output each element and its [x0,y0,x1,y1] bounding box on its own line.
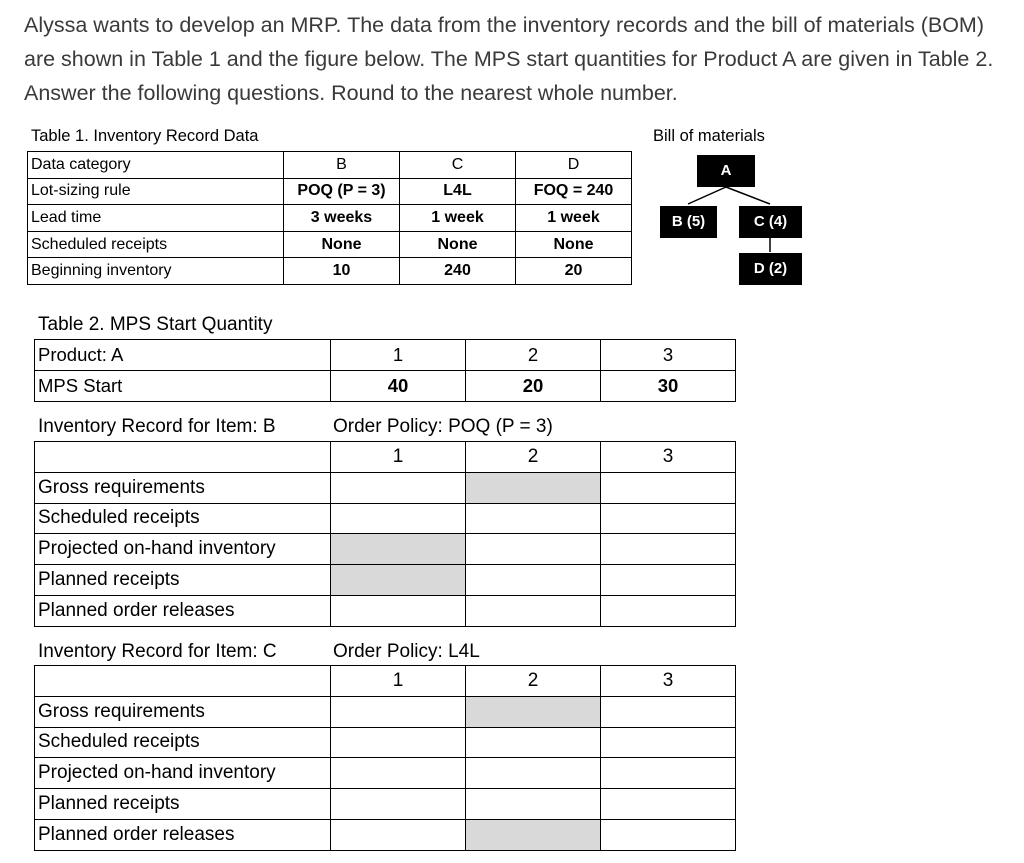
entry-cell[interactable] [331,789,466,820]
entry-cell[interactable] [601,758,736,789]
record-c-week-header [35,666,736,697]
table1-row-label: Lot-sizing rule [28,178,284,205]
table1-cell-c: 240 [400,258,516,285]
table1-cell-c: L4L [400,178,516,205]
record-c-planned-receipts-row [35,789,736,820]
entry-cell[interactable] [466,503,601,534]
shaded-cell [466,472,601,503]
table1-cell-d: FOQ = 240 [516,178,632,205]
record-b-title: Inventory Record for Item: B [38,416,276,437]
table1-cell-d: 1 week [516,205,632,232]
entry-cell[interactable] [601,534,736,565]
inventory-record-b-table [34,441,736,627]
entry-cell[interactable] [466,534,601,565]
record-b-scheduled-receipts-row [35,503,736,534]
entry-cell[interactable] [601,565,736,596]
record-b-planned-receipts-row [35,565,736,596]
record-c-gross-requirements-row [35,696,736,727]
table2-cell-week1: 40 [331,371,466,402]
record-b-corner-cell [35,442,331,473]
shaded-cell [466,819,601,850]
entry-cell[interactable] [331,595,466,626]
record-b-week1: 1 [331,442,466,473]
entry-cell[interactable] [601,472,736,503]
entry-cell[interactable] [466,758,601,789]
entry-cell[interactable] [601,789,736,820]
table1-caption: Table 1. Inventory Record Data [31,127,259,145]
table1-cell-b: POQ (P = 3) [284,178,400,205]
table1-header-b: B [284,152,400,179]
bom-title: Bill of materials [653,127,765,145]
bom-node-d: D (2) [739,253,802,285]
entry-cell[interactable] [331,503,466,534]
inventory-record-c-table [34,665,736,851]
table1-header-d: D [516,152,632,179]
row-label: Scheduled receipts [35,727,331,758]
record-c-corner-cell [35,666,331,697]
shaded-cell [466,696,601,727]
record-c-planned-order-releases-row [35,819,736,850]
record-c-week2: 2 [466,666,601,697]
entry-cell[interactable] [331,819,466,850]
table1-cell-d: 20 [516,258,632,285]
bom-line-a-c [726,187,770,204]
record-c-week1: 1 [331,666,466,697]
table1-cell-d: None [516,231,632,258]
table2-cell-week1: 1 [331,340,466,371]
table1-cell-b: None [284,231,400,258]
entry-cell[interactable] [331,472,466,503]
entry-cell[interactable] [601,595,736,626]
entry-cell[interactable] [331,727,466,758]
entry-cell[interactable] [466,727,601,758]
record-b-week3: 3 [601,442,736,473]
table2-caption: Table 2. MPS Start Quantity [38,314,273,335]
row-label: Projected on-hand inventory [35,758,331,789]
entry-cell[interactable] [466,595,601,626]
table1-header-label: Data category [28,152,284,179]
row-label: Planned order releases [35,595,331,626]
row-label: Planned order releases [35,819,331,850]
bom-node-a: A [697,155,755,187]
entry-cell[interactable] [601,503,736,534]
record-c-projected-on-hand-row [35,758,736,789]
record-b-week2: 2 [466,442,601,473]
row-label: Planned receipts [35,565,331,596]
entry-cell[interactable] [331,696,466,727]
entry-cell[interactable] [601,727,736,758]
bom-node-c: C (4) [739,206,802,238]
row-label: Scheduled receipts [35,503,331,534]
table2-cell-week2: 20 [466,371,601,402]
table2-cell-week3: 3 [601,340,736,371]
record-b-gross-requirements-row [35,472,736,503]
row-label: Gross requirements [35,696,331,727]
table2-cell-week2: 2 [466,340,601,371]
record-c-scheduled-receipts-row [35,727,736,758]
entry-cell[interactable] [331,758,466,789]
table1-header-c: C [400,152,516,179]
table1-cell-c: None [400,231,516,258]
record-c-title: Inventory Record for Item: C [38,641,277,662]
record-b-order-policy: Order Policy: POQ (P = 3) [333,416,553,437]
record-b-projected-on-hand-row [35,534,736,565]
entry-cell[interactable] [601,819,736,850]
table1-row-label: Scheduled receipts [28,231,284,258]
row-label: Gross requirements [35,472,331,503]
table1-cell-b: 10 [284,258,400,285]
record-c-order-policy: Order Policy: L4L [333,641,480,662]
problem-statement: Alyssa wants to develop an MRP. The data from the inventory records and the bill of materials (BOM) are shown in Table 1 and the figure below. The MPS start quantities for Product A are given in Table 2. Answer the following questions. Round to the nearest whole number. [24,13,994,105]
table2-row-mps-start [35,371,736,402]
bom-node-b: B (5) [660,206,717,238]
table2-row-product [35,340,736,371]
table2-row-label: MPS Start [35,371,331,402]
shaded-cell [331,534,466,565]
table2-row-label: Product: A [35,340,331,371]
mps-start-quantity-table [34,339,736,402]
table1-cell-c: 1 week [400,205,516,232]
table1-row-label: Beginning inventory [28,258,284,285]
record-c-week3: 3 [601,666,736,697]
record-b-planned-order-releases-row [35,595,736,626]
record-b-week-header [35,442,736,473]
table1-cell-b: 3 weeks [284,205,400,232]
bom-line-a-b [688,187,726,204]
entry-cell[interactable] [466,565,601,596]
entry-cell[interactable] [466,789,601,820]
table2-cell-week3: 30 [601,371,736,402]
table1-row-label: Lead time [28,205,284,232]
entry-cell[interactable] [601,696,736,727]
row-label: Planned receipts [35,789,331,820]
shaded-cell [331,565,466,596]
row-label: Projected on-hand inventory [35,534,331,565]
